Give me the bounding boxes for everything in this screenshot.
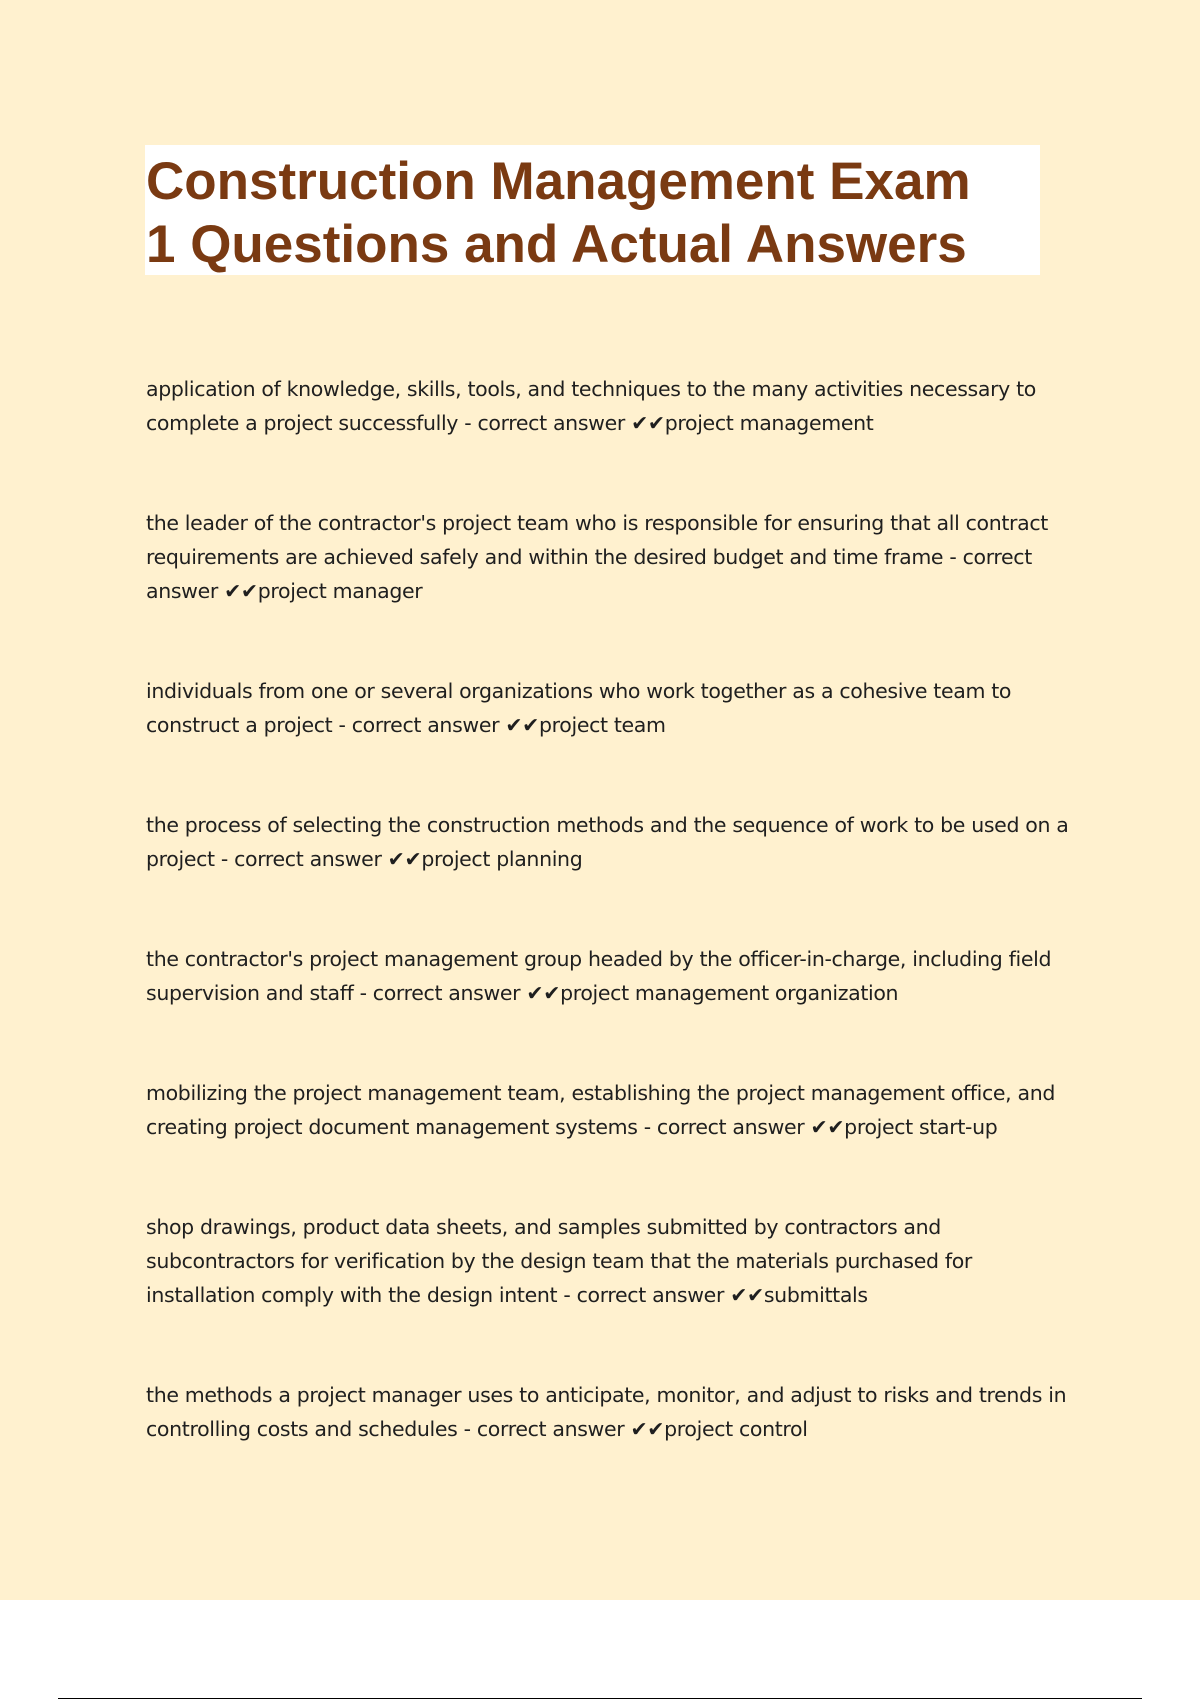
qa-item: the leader of the contractor's project team who is responsible for ensuring that all contract requirements are achieved safely and within the desired budget and time frame - correct answer ✔✔project manager [146, 511, 1048, 603]
bottom-divider [58, 1698, 1142, 1699]
qa-item: shop drawings, product data sheets, and samples submitted by contractors and subcontractors for verification by the design team that the materials purchased for installation comply with the design intent - correct answer ✔✔submittals [146, 1215, 972, 1307]
qa-item: individuals from one or several organizations who work together as a cohesive team to construct a project - correct answer ✔✔project team [146, 679, 1012, 737]
qa-item: the methods a project manager uses to anticipate, monitor, and adjust to risks and trends in controlling costs and schedules - correct answer ✔✔project control [146, 1383, 1067, 1441]
document-title: Construction Management Exam 1 Questions and Actual Answers [146, 152, 971, 274]
qa-item: mobilizing the project management team, establishing the project management office, and creating project document management systems - correct answer ✔✔project start-up [146, 1081, 1056, 1139]
qa-item: application of knowledge, skills, tools, and techniques to the many activities necessary to complete a project successfully - correct answer ✔✔project management [146, 377, 1036, 435]
question-answer-list [146, 372, 1086, 1512]
qa-item: the process of selecting the construction methods and the sequence of work to be used on a project - correct answer ✔✔project planning [146, 813, 1069, 871]
qa-item: the contractor's project management group headed by the officer-in-charge, including field supervision and staff - correct answer ✔✔project management organization [146, 947, 1052, 1005]
